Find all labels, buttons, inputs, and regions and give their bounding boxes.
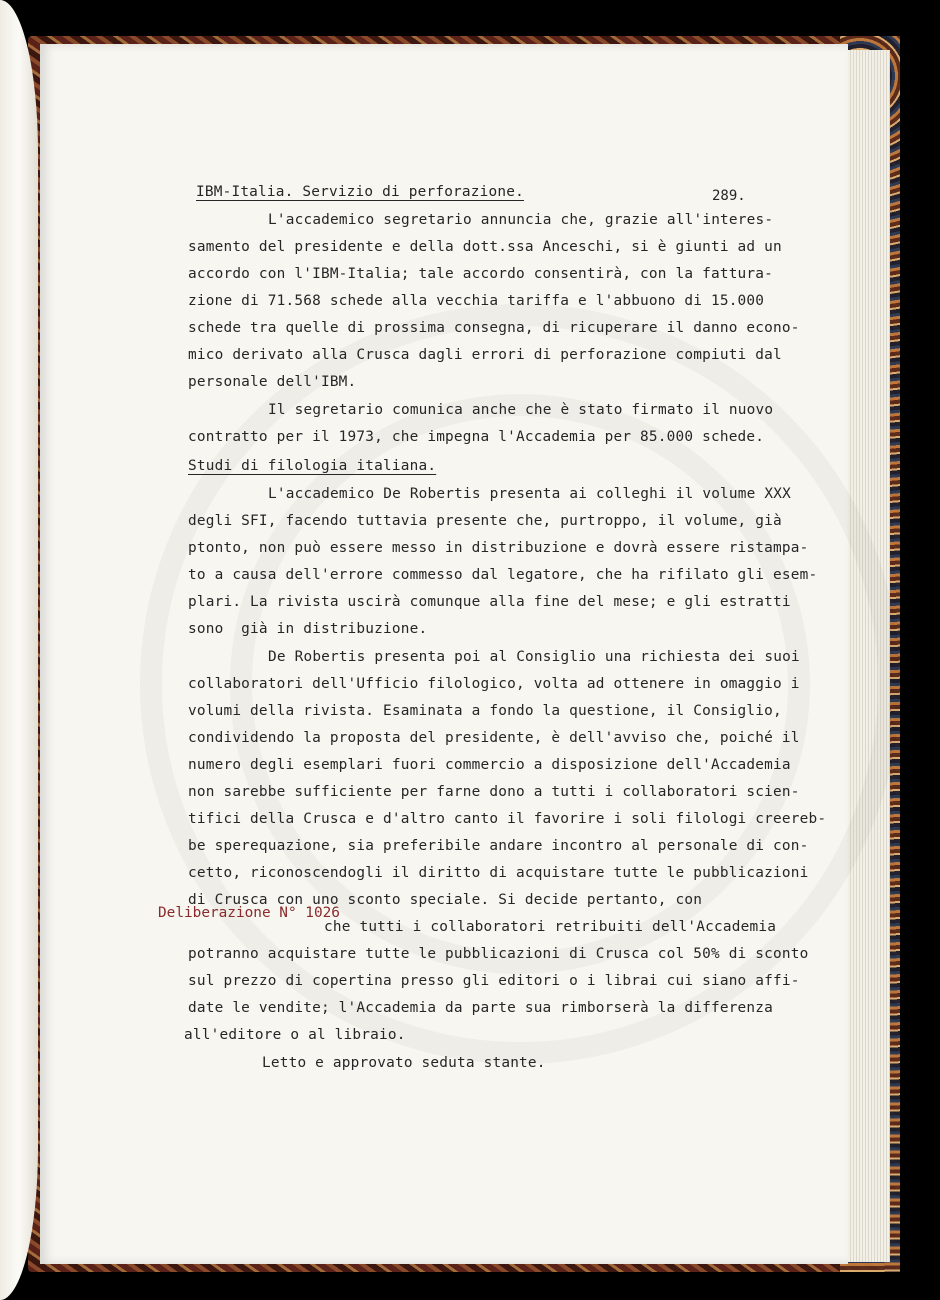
section-heading-ibm: IBM-Italia. Servizio di perforazione. <box>196 184 524 200</box>
text-line: Il segretario comunica anche che è stato firmato il nuovo <box>268 402 774 418</box>
text-line: accordo con l'IBM-Italia; tale accordo consentirà, con la fattura- <box>188 266 774 282</box>
text-line: di Crusca con uno sconto speciale. Si decide pertanto, con <box>188 892 703 908</box>
text-line: to a causa dell'errore commesso dal legatore, che ha rifilato gli esem- <box>188 567 818 583</box>
text-line: date le vendite; l'Accademia da parte sua rimborserà la differenza <box>188 1000 774 1016</box>
text-line: non sarebbe sufficiente per farne dono a tutti i collaboratori scien- <box>188 784 800 800</box>
text-line: schede tra quelle di prossima consegna, di ricuperare il danno econo- <box>188 320 800 336</box>
left-page-curl <box>0 0 38 1300</box>
text-line: L'accademico De Robertis presenta ai colleghi il volume XXX <box>268 486 791 502</box>
text-line: De Robertis presenta poi al Consiglio una richiesta dei suoi <box>268 649 800 665</box>
text-line: zione di 71.568 schede alla vecchia tariffa e l'abbuono di 15.000 <box>188 293 765 309</box>
text-line: contratto per il 1973, che impegna l'Accademia per 85.000 schede. <box>188 429 765 445</box>
text-line: sono già in distribuzione. <box>188 621 428 637</box>
text-line: collaboratori dell'Ufficio filologico, volta ad ottenere in omaggio i <box>188 676 800 692</box>
text-line: mico derivato alla Crusca dagli errori di perforazione compiuti dal <box>188 347 782 363</box>
text-line: samento del presidente e della dott.ssa Anceschi, si è giunti ad un <box>188 239 782 255</box>
text-line: potranno acquistare tutte le pubblicazioni di Crusca col 50% di sconto <box>188 946 809 962</box>
text-line: tifici della Crusca e d'altro canto il favorire i soli filologi creereb- <box>188 811 827 827</box>
text-line: sul prezzo di copertina presso gli editori o i librai cui siano affi- <box>188 973 800 989</box>
text-line: che tutti i collaboratori retribuiti dell'Accademia <box>324 919 777 935</box>
text-line: volumi della rivista. Esaminata a fondo la questione, il Consiglio, <box>188 703 782 719</box>
text-line: numero degli esemplari fuori commercio a disposizione dell'Accademia <box>188 757 791 773</box>
text-line: ptonto, non può essere messo in distribuzione e dovrà essere ristampa- <box>188 540 809 556</box>
text-line: L'accademico segretario annuncia che, grazie all'interes- <box>268 212 774 228</box>
text-line: all'editore o al libraio. <box>184 1027 406 1043</box>
text-line: degli SFI, facendo tuttavia presente che, purtroppo, il volume, già <box>188 513 782 529</box>
deliberation-margin-note: Deliberazione N° 1026 <box>158 905 340 921</box>
page-number: 289. <box>712 188 746 204</box>
text-line: condividendo la proposta del presidente, è dell'avviso che, poiché il <box>188 730 800 746</box>
text-line: be sperequazione, sia preferibile andare incontro al personale di con- <box>188 838 809 854</box>
section-heading-sfi: Studi di filologia italiana. <box>188 458 437 474</box>
document-page <box>40 44 848 1264</box>
text-line: plari. La rivista uscirà comunque alla fine del mese; e gli estratti <box>188 594 791 610</box>
text-line: cetto, riconoscendogli il diritto di acquistare tutte le pubblicazioni <box>188 865 809 881</box>
text-line: personale dell'IBM. <box>188 374 357 390</box>
closing-line: Letto e approvato seduta stante. <box>262 1055 546 1071</box>
